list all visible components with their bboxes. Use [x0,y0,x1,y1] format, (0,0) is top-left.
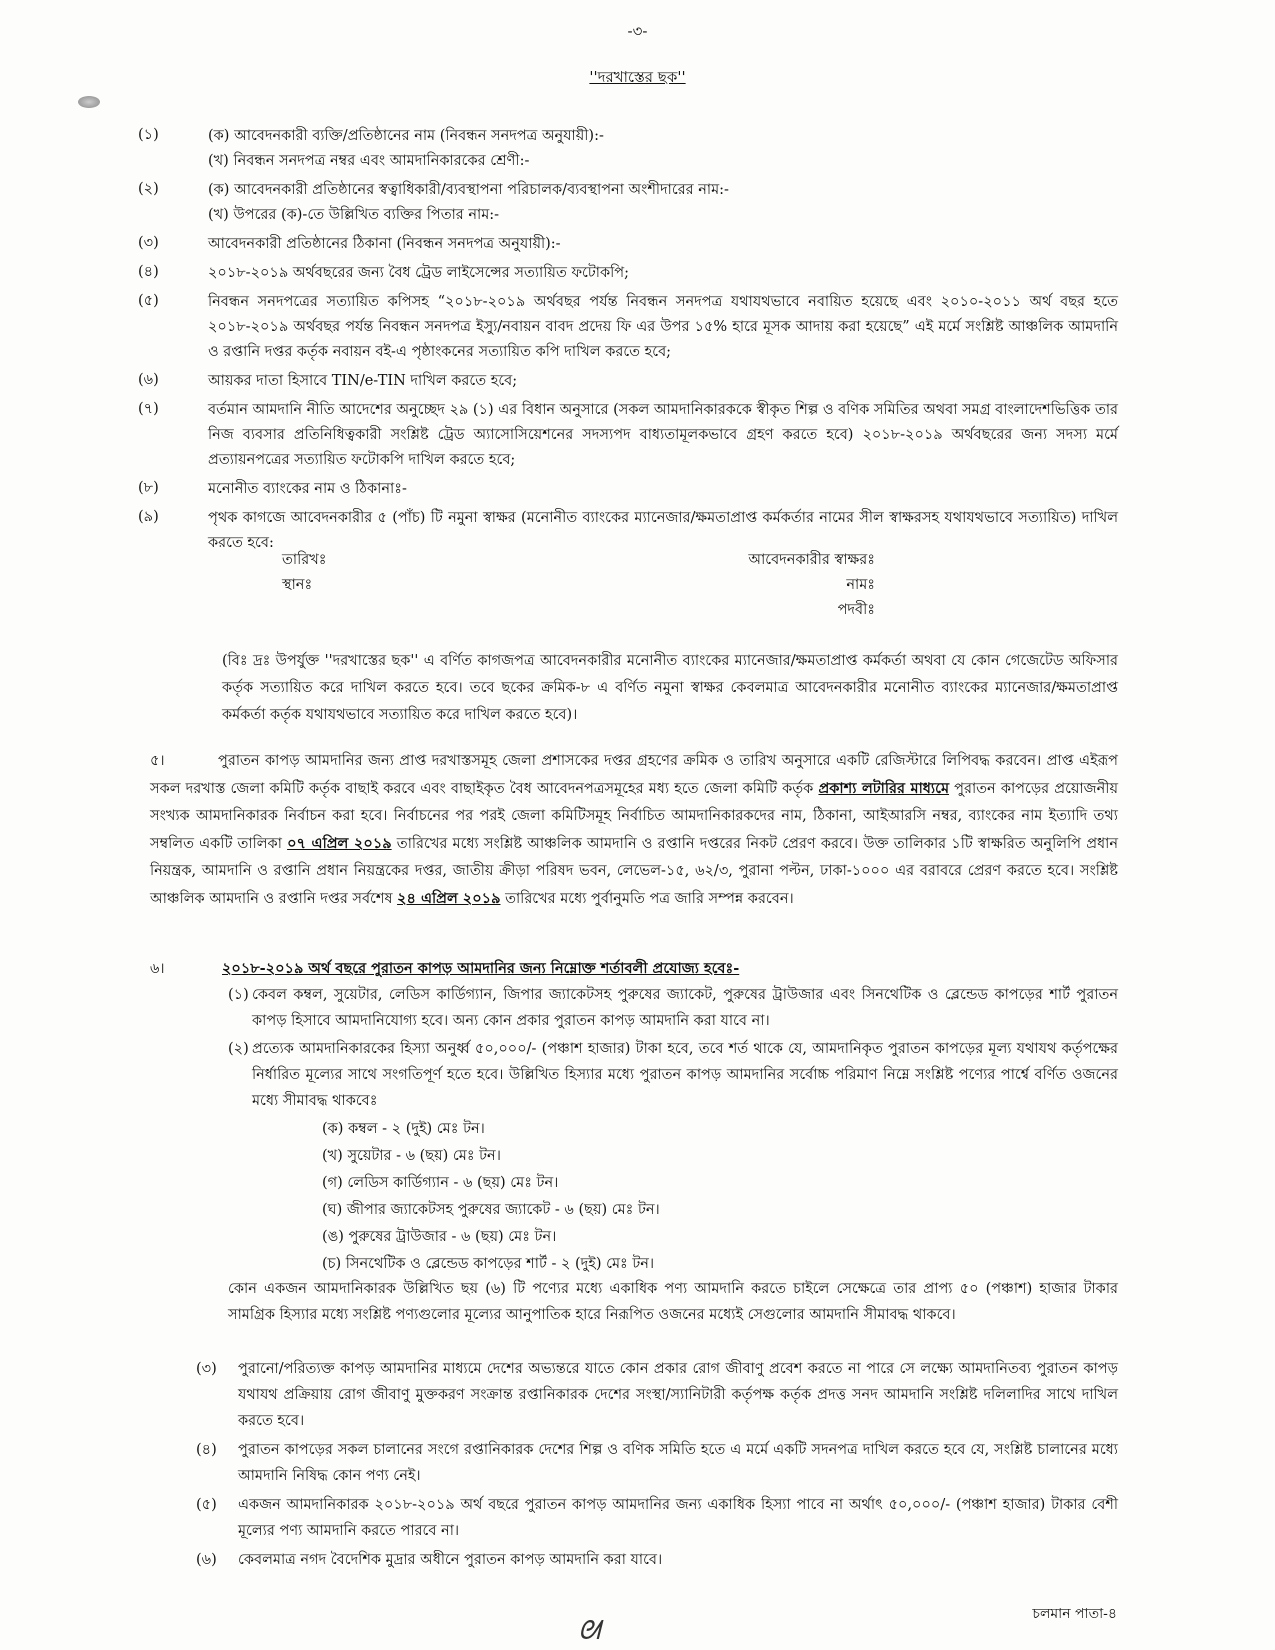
condition-4 [196,1437,1118,1489]
weight-item: (চ) সিনথেটিক ও ব্লেন্ডেড কাপড়ের শার্ট - ২ (দুই) মেঃ টন। [322,1256,655,1272]
signature-block [0,548,1275,628]
form-item-line: ২০১৮-২০১৯ অর্থবছরের জন্য বৈধ ট্রেড লাইসেন্সের সত্যায়িত ফটোকপি; [208,265,629,281]
handwritten-initial: ᘛ [578,1616,601,1646]
continuation-note: চলমান পাতা-৪ [1032,1606,1117,1622]
form-item-line: (খ) উপরের (ক)-তে উল্লিখিত ব্যক্তির পিতার নাম:- [208,207,500,223]
place-label: স্থানঃ [282,577,313,593]
form-item-line: মনোনীত ব্যাংকের নাম ও ঠিকানাঃ- [208,481,407,497]
paragraph-text: তারিখের মধ্যে সংশ্লিষ্ট আঞ্চলিক আমদানি ও রপ্তানি দপ্তরের নিকট প্রেরণ করবে। উক্ত তালিকার ১টি স্বাক্ষরিত অনুলিপি প্রধান নিয়ন্ত্রক, আমদানি ও রপ্তানি প্রধান নিয়ন্ত্রকের দপ্তর, জাতীয় ক্রীড়া পরিষদ ভবন, লেভেল-১৫, ৬২/৩, পুরানা পল্টন, ঢাকা-১০০০ এর বরাবরে প্রেরণ করতে হবে। সংশ্লিষ্ট আঞ্চলিক আমদানি ও রপ্তানি দপ্তর সর্বশেষ [150,836,1119,907]
condition-text: কেবল কম্বল, সুয়েটার, লেডিস কার্ডিগ্যান, জিপার জ্যাকেটসহ পুরুষের জ্যাকেট, পুরুষের ট্রাউজার এবং সিনথেটিক ও ব্লেন্ডেড কাপড়ের শার্ট পুরাতন কাপড় হিসাবে আমদানিযোগ্য হবে। অন্য কোন প্রকার পুরাতন কাপড় আমদানি করা যাবে না। [252,987,1118,1029]
applicant-signature-label: আবেদনকারীর স্বাক্ষরঃ [748,552,875,568]
weight-list [322,1116,1118,1278]
designation-label: পদবীঃ [837,602,875,618]
form-item-line: আবেদনকারী প্রতিষ্ঠানের ঠিকানা (নিবন্ধন সনদপত্র অনুযায়ী):- [208,236,561,252]
paragraph-number: ৬। [150,961,165,977]
form-item-number: (১) [138,127,159,143]
form-item-number: (৩) [138,235,159,251]
note-paragraph: (বিঃ দ্রঃ উপর্যুক্ত ''দরখাস্তের ছক'' এ বর্ণিত কাগজপত্র আবেদনকারীর মনোনীত ব্যাংকের ম্যানেজার/ক্ষমতাপ্রাপ্ত কর্মকর্তা অথবা যে কোন গেজেটেড অফিসার কর্তৃক সত্যায়িত করে দাখিল করতে হবে। তবে ছকের ক্রমিক-৮ এ বর্ণিত নমুনা স্বাক্ষর কেবলমাত্র আবেদনকারীর মনোনীত ব্যাংকের ম্যানেজার/ক্ষমতাপ্রাপ্ত কর্মকর্তা কর্তৃক যথাযথভাবে সত্যায়িত করে দাখিল করতে হবে)। [222,653,1118,723]
form-item-line: (ক) আবেদনকারী ব্যক্তি/প্রতিষ্ঠানের নাম (নিবন্ধন সনদপত্র অনুযায়ী):- [208,128,604,144]
date-label: তারিখঃ [282,552,327,568]
condition-1 [228,982,1118,1034]
condition-text: প্রত্যেক আমদানিকারকের হিস্যা অনুর্ধ্ব ৫০,০০০/- (পঞ্চাশ হাজার) টাকা হবে, তবে শর্ত থাকে যে, আমদানিকৃত পুরাতন কাপড়ের মূল্য যথাযথ কর্তৃপক্ষের নির্ধারিত মূল্যের সাথে সংগতিপূর্ণ হতে হবে। উল্লিখিত হিস্যার মধ্যে পুরাতন কাপড় আমদানির সর্বোচ্চ পরিমাণ নিম্নে সংশ্লিষ্ট পণ্যের পার্শ্বে বর্ণিত ওজনের মধ্যে সীমাবদ্ধ থাকবেঃ [252,1041,1118,1109]
emphasis-date-2: ২৪ এপ্রিল ২০১৯ [397,890,501,907]
form-item-6 [0,369,1275,394]
condition-5 [196,1492,1118,1544]
form-item-8 [0,477,1275,502]
condition-text: পুরানো/পরিত্যক্ত কাপড় আমদানির মাধ্যমে দেশের অভ্যন্তরে যাতে কোন প্রকার রোগ জীবাণু প্রবেশ করতে না পারে সে লক্ষ্যে আমদানিতব্য পুরাতন কাপড় যথাযথ প্রক্রিয়ায় রোগ জীবাণু মুক্তকরণ সংক্রান্ত রপ্তানিকারক দেশের সংস্থা/স্যানিটারী কর্তৃপক্ষ কর্তৃক প্রদত্ত সনদ আমদানি সংশ্লিষ্ট দলিলাদির সাথে দাখিল করতে হবে। [238,1361,1118,1429]
form-item-line: আয়কর দাতা হিসাবে TIN/e-TIN দাখিল করতে হবে; [208,373,518,389]
condition-number: (৫) [196,1497,217,1513]
proportional-note: কোন একজন আমদানিকারক উল্লিখিত ছয় (৬) টি পণ্যের মধ্যে একাধিক পণ্য আমদানি করতে চাইলে সেক্ষেত্রে তার প্রাপ্য ৫০ (পঞ্চাশ) হাজার টাকার সামগ্রিক হিস্যার মধ্যে সংশ্লিষ্ট পণ্যগুলোর মূল্যের আনুপাতিক হারে নিরূপিত ওজনের মধ্যেই সেগুলোর আমদানি সীমাবদ্ধ থাকবে। [228,1281,1118,1323]
emphasis-lottery: প্রকাশ্য লটারির মাধ্যমে [818,780,950,797]
form-item-3 [0,232,1275,257]
form-item-line: বর্তমান আমদানি নীতি আদেশের অনুচ্ছেদ ২৯ (১) এর বিধান অনুসারে (সকল আমদানিকারককে স্বীকৃত শিল্প ও বণিক সমিতির অথবা সমগ্র বাংলাদেশভিত্তিক তার নিজ ব্যবসার প্রতিনিধিত্বকারী সংশ্লিষ্ট ট্রেড অ্যাসোসিয়েশনের সদস্যপদ বাধ্যতামূলকভাবে গ্রহণ করতে হবে) ২০১৮-২০১৯ অর্থবছরের জন্য সদস্য মর্মে প্রত্যায়নপত্রের সত্যায়িত ফটোকপি দাখিল করতে হবে; [208,402,1118,468]
section-heading: ২০১৮-২০১৯ অর্থ বছরে পুরাতন কাপড় আমদানির জন্য নিম্নোক্ত শর্তাবলী প্রযোজ্য হবেঃ- [222,960,740,977]
condition-number: (৪) [196,1442,217,1458]
weight-item: (ক) কম্বল - ২ (দুই) মেঃ টন। [322,1121,485,1137]
weight-item: (ঙ) পুরুষের ট্রাউজার - ৬ (ছয়) মেঃ টন। [322,1229,557,1245]
paragraph-number: ৫। [150,753,165,769]
form-item-number: (৯) [138,509,159,525]
form-item-line: নিবন্ধন সনদপত্রের সত্যায়িত কপিসহ “২০১৮-২০১৯ অর্থবছর পর্যন্ত নিবন্ধন সনদপত্র যথাযথভাবে নবায়িত হয়েছে এবং ২০১০-২০১১ অর্থ বছর হতে ২০১৮-২০১৯ অর্থবছর পর্যন্ত নিবন্ধন সনদপত্র ইস্যু/নবায়ন বাবদ প্রদেয় ফি এর উপর ১৫% হারে মূসক আদায় করা হয়েছে” এই মর্মে সংশ্লিষ্ট আঞ্চলিক আমদানি ও রপ্তানি দপ্তর কর্তৃক নবায়ন বই-এ পৃষ্ঠাংকনের সত্যায়িত কপি দাখিল করতে হবে; [208,294,1118,360]
conditions-list-continued [196,1356,1118,1576]
condition-number: (৩) [196,1361,217,1377]
form-item-5 [0,290,1275,365]
condition-text: পুরাতন কাপড়ের সকল চালানের সংগে রপ্তানিকারক দেশের শিল্প ও বণিক সমিতি হতে এ মর্মে একটি সদনপত্র দাখিল করতে হবে যে, সংশ্লিষ্ট চালানের মধ্যে আমদানি নিষিদ্ধ কোন পণ্য নেই। [238,1442,1118,1484]
paragraph-text: পুরাতন কাপড় আমদানির জন্য প্রাপ্ত দরখাস্তসমূহ জেলা প্রশাসকের দপ্তর গ্রহণের ক্রমিক ও তারিখ অনুসারে একটি রেজিস্টারে লিপিবদ্ধ করবেন। প্রাপ্ত এইরূপ সকল দরখাস্ত জেলা কমিটি কর্তৃক বাছাই করবে এবং বাছাইকৃত বৈধ আবেদনপত্রসমূহের মধ্য হতে জেলা কমিটি কর্তৃক [150,753,1118,797]
page-title: ''দরখাস্তের ছক'' [589,68,686,86]
condition-number: (২) [228,1041,249,1057]
condition-6 [196,1547,1118,1573]
weight-item: (গ) লেডিস কার্ডিগ্যান - ৬ (ছয়) মেঃ টন। [322,1175,559,1191]
form-item-7 [0,398,1275,473]
form-item-line: (খ) নিবন্ধন সনদপত্র নম্বর এবং আমদানিকারকের শ্রেণী:- [208,153,530,169]
form-item-number: (৫) [138,293,159,309]
form-item-number: (৪) [138,264,159,280]
condition-text: একজন আমদানিকারক ২০১৮-২০১৯ অর্থ বছরে পুরাতন কাপড় আমদানির জন্য একাধিক হিস্যা পাবে না অর্থাৎ ৫০,০০০/- (পঞ্চাশ হাজার) টাকার বেশী মূল্যের পণ্য আমদানি করতে পারবে না। [238,1497,1118,1539]
form-item-number: (৭) [138,401,159,417]
paragraph-6-heading [150,958,1118,982]
paragraph-text: পুরাতন কাপড়ের প্রয়োজনীয় সংখ্যক আমদানিকারক নির্বাচন করা হবে। নির্বাচনের পর পরই জেলা কমিটিসমূহ নির্বাচিত আমদানিকারকদের নাম, ঠিকানা, আইআরসি নম্বর, ব্যাংকের নাম ইত্যাদি তথ্য সম্বলিত একটি তালিকা [150,781,1118,852]
form-item-4 [0,261,1275,286]
weight-item: (খ) সুয়েটার - ৬ (ছয়) মেঃ টন। [322,1148,501,1164]
condition-number: (৬) [196,1552,217,1568]
paragraph-5 [150,748,1118,913]
paragraph-text: তারিখের মধ্যে পুর্বানুমতি পত্র জারি সম্পন্ন করবেন। [500,891,794,907]
form-item-2 [0,178,1275,228]
condition-number: (১) [228,987,249,1003]
form-item-number: (২) [138,181,159,197]
page-number: -৩- [627,22,648,40]
form-item-line: পৃথক কাগজে আবেদনকারীর ৫ (পাঁচ) টি নমুনা স্বাক্ষর (মনোনীত ব্যাংকের ম্যানেজার/ক্ষমতাপ্রাপ্ত কর্মকর্তার নামের সীল স্বাক্ষরসহ যথাযথভাবে সত্যায়িত) দাখিল করতে হবে: [208,510,1118,551]
condition-3 [196,1356,1118,1434]
punch-hole [78,96,100,108]
form-item-number: (৮) [138,480,159,496]
emphasis-date-1: ০৭ এপ্রিল ২০১৯ [287,835,392,852]
condition-text: কেবলমাত্র নগদ বৈদেশিক মুদ্রার অধীনে পুরাতন কাপড় আমদানি করা যাবে। [238,1552,663,1568]
name-label: নামঃ [846,577,875,593]
weight-item: (ঘ) জীপার জ্যাকেটসহ পুরুষের জ্যাকেট - ৬ (ছয়) মেঃ টন। [322,1202,660,1218]
conditions-list [228,982,1118,1280]
condition-2 [228,1036,1118,1278]
form-item-1 [0,124,1275,174]
application-form-list [0,124,1275,560]
form-item-number: (৬) [138,372,159,388]
form-item-line: (ক) আবেদনকারী প্রতিষ্ঠানের স্বত্বাধিকারী/ব্যবস্থাপনা পরিচালক/ব্যবস্থাপনা অংশীদারের নাম:- [208,182,729,198]
